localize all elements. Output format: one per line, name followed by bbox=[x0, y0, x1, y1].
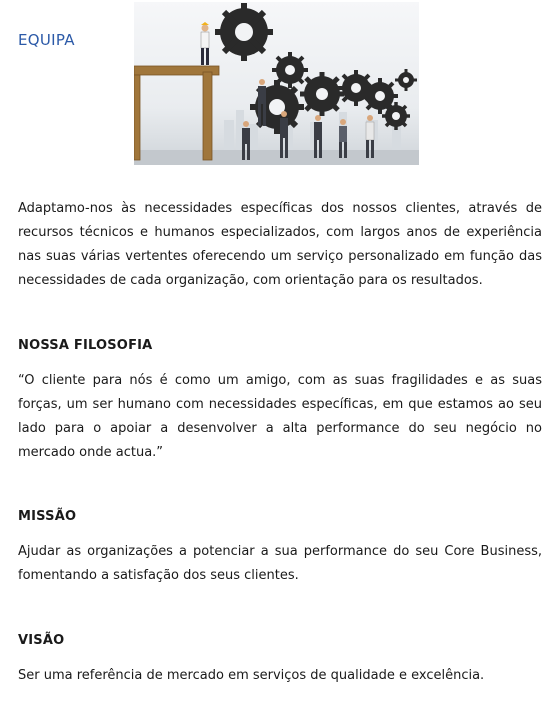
philosophy-paragraph: “O cliente para nós é como um amigo, com as suas fragilidades e as suas forças, um ser humano com necessidades específicas, em que estamos ao seu lado para o apoiar a desenvolver a alta performance do seu negócio no mercado onde actua.” bbox=[18, 373, 542, 460]
mission-paragraph: Ajudar as organizações a potenciar a sua performance do seu Core Business, fomentando a satisfação dos seus clientes. bbox=[18, 544, 542, 583]
page-title: EQUIPA bbox=[18, 31, 75, 49]
mission-heading: MISSÃO bbox=[18, 509, 77, 524]
vision-paragraph: Ser uma referência de mercado em serviços de qualidade e excelência. bbox=[18, 668, 485, 683]
teamwork-gears-image bbox=[134, 2, 419, 165]
intro-paragraph: Adaptamo-nos às necessidades específicas dos nossos clientes, através de recursos técnicos e humanos especializados, com largos anos de experiência nas suas várias vertentes oferecendo um serviço personalizado em função das necessidades de cada organização, com orientação para os resultados. bbox=[18, 201, 542, 288]
philosophy-heading: NOSSA FILOSOFIA bbox=[18, 338, 153, 353]
vision-heading: VISÃO bbox=[18, 633, 65, 648]
